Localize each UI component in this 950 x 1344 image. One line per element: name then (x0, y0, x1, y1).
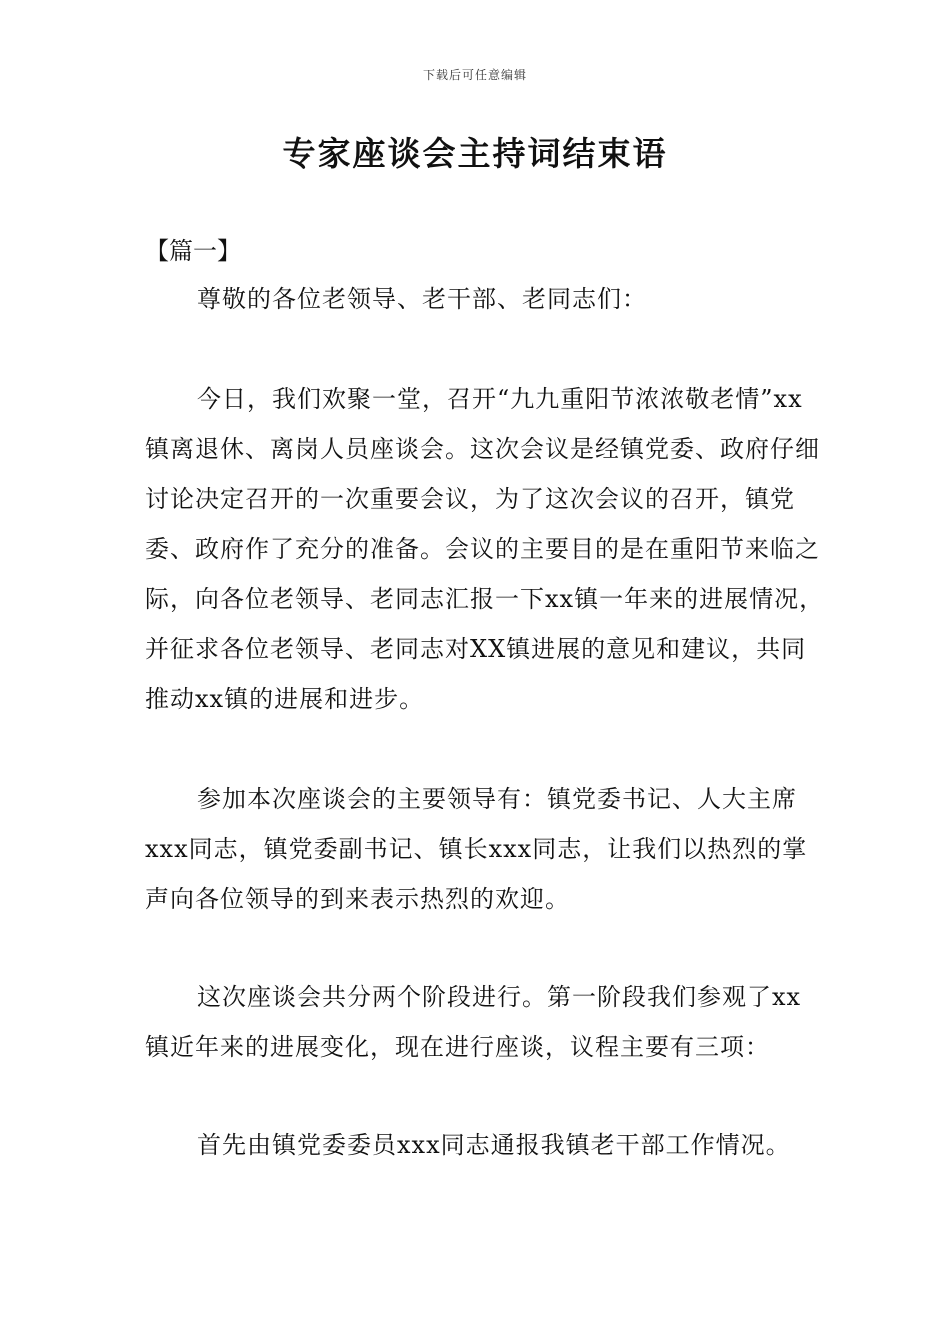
header-note: 下载后可任意编辑 (422, 68, 527, 82)
greeting-line: 尊敬的各位老领导、老干部、老同志们： (197, 285, 647, 313)
paragraph-block-2 (145, 774, 825, 924)
paragraph-block-1 (145, 374, 825, 724)
paragraph-1: 今日，我们欢聚一堂，召开“九九重阳节浓浓敬老情”xx镇离退休、离岗人员座谈会。这次会议是经镇党委、政府仔细讨论决定召开的一次重要会议，为了这次会议的召开，镇党委、政府作了充分的准备。会议的主要目的是在重阳节来临之际，向各位老领导、老同志汇报一下xx镇一年来的进展情况，并征求各位老领导、老同志对XX镇进展的意见和建议，共同推动xx镇的进展和进步。 (145, 385, 825, 713)
paragraph-block-3 (145, 972, 825, 1072)
paragraph-3: 这次座谈会共分两个阶段进行。第一阶段我们参观了xx镇近年来的进展变化，现在进行座谈，议程主要有三项： (145, 983, 802, 1061)
greeting-block (145, 274, 825, 324)
document-title: 专家座谈会主持词结束语 (282, 134, 668, 173)
paragraph-block-4 (145, 1120, 825, 1170)
paragraph-4: 首先由镇党委委员xxx同志通报我镇老干部工作情况。 (197, 1131, 791, 1159)
section-label: 【篇一】 (145, 237, 241, 265)
paragraph-2: 参加本次座谈会的主要领导有：镇党委书记、人大主席xxx同志，镇党委副书记、镇长xxx同志，让我们以热烈的掌声向各位领导的到来表示热烈的欢迎。 (145, 785, 808, 913)
